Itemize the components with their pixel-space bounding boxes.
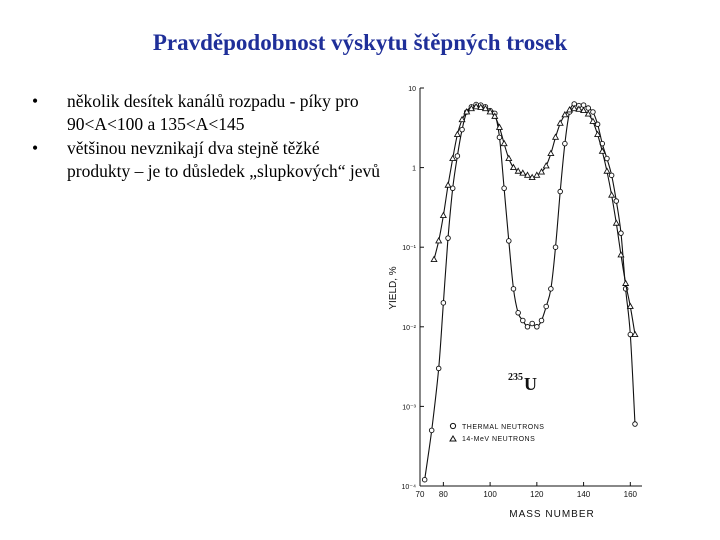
data-point-triangle [590, 118, 596, 123]
data-point-triangle [431, 257, 437, 262]
series-line-2 [434, 107, 635, 335]
data-point-triangle [632, 332, 638, 337]
data-point-circle [441, 301, 446, 306]
bullet-text: několik desítek kanálů rozpadu - píky pro 90<A<100 a 135<A<145 [67, 91, 359, 134]
bullet-text: většinou nevznikají dva stejně těžké produkty – je to důsledek „slupkových“ jevů [67, 138, 380, 181]
x-tick-label: 70 [415, 490, 425, 499]
data-point-circle [502, 186, 507, 191]
data-point-circle [614, 199, 619, 204]
data-point-triangle [436, 238, 442, 243]
data-point-circle [549, 287, 554, 292]
x-axis-label: MASS NUMBER [509, 509, 595, 520]
data-point-triangle [441, 213, 447, 218]
data-point-circle [436, 366, 441, 371]
data-point-circle [450, 186, 455, 191]
data-point-triangle [543, 163, 549, 168]
y-tick-label: 10⁻³ [402, 404, 416, 412]
isotope-annotation [508, 372, 537, 394]
data-point-circle [516, 310, 521, 315]
yield-chart-svg [380, 78, 680, 528]
legend-label-thermal: THERMAL NEUTRONS [462, 424, 545, 431]
data-point-circle [422, 477, 427, 482]
data-point-circle [530, 321, 535, 326]
data-point-circle [521, 318, 526, 323]
x-tick-label: 80 [438, 490, 448, 499]
x-tick-label: 160 [623, 490, 637, 499]
data-point-triangle [613, 220, 619, 225]
slide-title: Pravděpodobnost výskytu štěpných trosek [152, 30, 568, 55]
bullet-list [32, 90, 382, 184]
data-point-circle [539, 318, 544, 323]
x-tick-label: 140 [576, 490, 591, 499]
data-point-circle [497, 135, 502, 140]
data-point-circle [511, 287, 516, 292]
legend-circle-marker [450, 423, 455, 428]
data-point-circle [605, 156, 610, 161]
data-point-circle [558, 189, 563, 194]
data-point-circle [591, 110, 596, 115]
y-tick-label: 10⁻¹ [402, 245, 416, 253]
data-point-circle [595, 122, 600, 127]
data-point-triangle [506, 156, 512, 161]
data-point-circle [609, 173, 614, 178]
y-axis-label: YIELD, % [388, 266, 399, 310]
legend-triangle-marker [450, 436, 456, 441]
data-point-circle [586, 106, 591, 111]
yield-chart [380, 78, 680, 528]
data-point-circle [525, 325, 530, 330]
y-tick-label: 1 [412, 165, 416, 173]
data-point-circle [455, 154, 460, 159]
data-point-circle [563, 141, 568, 146]
data-point-triangle [557, 120, 563, 125]
annotation-mass-number: 235 [508, 372, 523, 383]
bullet-item [32, 90, 382, 135]
data-point-triangle [628, 303, 634, 308]
legend-label-14mev: 14-MeV NEUTRONS [462, 436, 536, 443]
data-point-circle [633, 422, 638, 427]
x-tick-label: 120 [530, 490, 544, 499]
data-point-circle [544, 304, 549, 309]
data-point-triangle [609, 192, 615, 197]
data-point-triangle [553, 134, 559, 139]
x-tick-label: 100 [483, 490, 497, 499]
data-point-circle [460, 127, 465, 132]
data-point-triangle [548, 151, 554, 156]
data-point-circle [446, 236, 451, 241]
data-point-triangle [445, 182, 451, 187]
y-tick-label: 10 [408, 86, 416, 93]
data-point-circle [535, 325, 540, 330]
y-tick-label: 10⁻⁴ [401, 484, 416, 491]
bullet-marker: • [32, 138, 39, 158]
annotation-element: U [524, 374, 537, 394]
data-point-circle [619, 231, 624, 236]
legend [450, 423, 544, 443]
data-point-circle [553, 245, 558, 250]
bullet-item [32, 137, 382, 182]
data-point-triangle [455, 132, 461, 137]
data-point-circle [507, 239, 512, 244]
bullet-marker: • [32, 91, 39, 111]
data-point-triangle [501, 141, 507, 146]
data-point-circle [429, 428, 434, 433]
y-tick-label: 10⁻² [402, 324, 416, 332]
data-point-triangle [604, 168, 610, 173]
data-point-triangle [623, 280, 629, 285]
